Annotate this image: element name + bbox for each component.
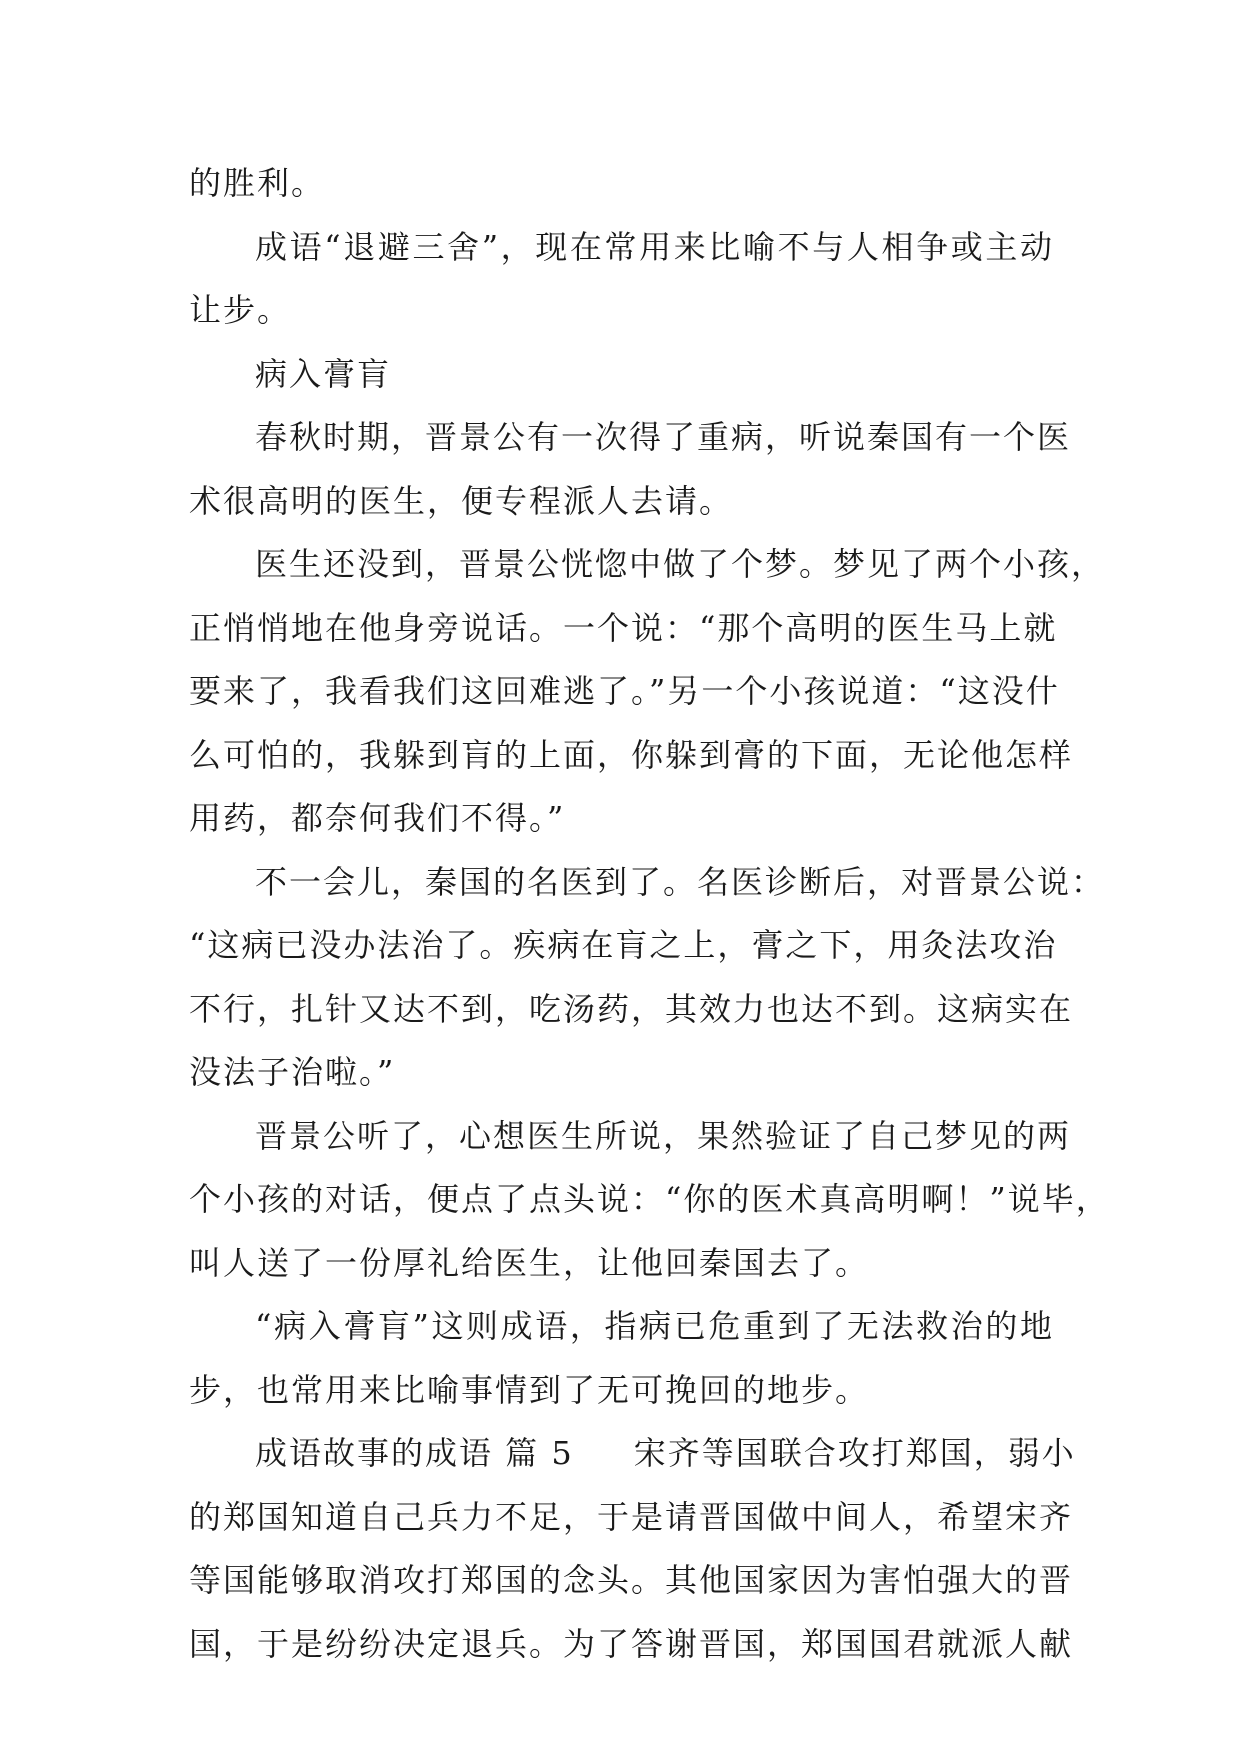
text-line-continuation: 宋齐等国联合攻打郑国，弱小 (633, 1434, 1076, 1472)
text-line: 让步。 (189, 291, 292, 329)
text-line: 要来了，我看我们这回难逃了。”另一个小孩说道：“这没什 (189, 672, 1060, 710)
text-line: 叫人送了一份厚礼给医生，让他回秦国去了。 (189, 1243, 870, 1282)
text-line: 等国能够取消攻打郑国的念头。其他国家因为害怕强大的晋 (189, 1561, 1074, 1599)
text-line: 用药，都奈何我们不得。” (189, 799, 566, 837)
text-line: 国，于是纷纷决定退兵。为了答谢晋国，郑国国君就派人献 (189, 1624, 1074, 1663)
text-line (189, 1422, 1076, 1486)
text-line: 个小孩的对话，便点了点头说：“你的医术真高明啊！”说毕， (189, 1180, 1110, 1218)
text-line: “这病已没办法治了。疾病在肓之上，膏之下，用灸法攻治 (189, 926, 1058, 964)
text-line: 术很高明的医生，便专程派人去请。 (189, 481, 734, 520)
section-heading: 成语故事的成语 篇 5 (255, 1434, 574, 1472)
text-line: 成语“退避三舍”，现在常用来比喻不与人相争或主动 (255, 227, 1054, 266)
text-line: 的郑国知道自己兵力不足，于是请晋国做中间人，希望宋齐 (189, 1497, 1074, 1536)
text-line: 正悄悄地在他身旁说话。一个说：“那个高明的医生马上就 (189, 608, 1058, 647)
text-line: “病入膏肓”这则成语，指病已危重到了无法救治的地 (255, 1307, 1054, 1345)
text-line: 的胜利。 (189, 164, 326, 202)
text-line: 不行，扎针又达不到，吃汤药，其效力也达不到。这病实在 (189, 989, 1074, 1028)
text-line: 没法子治啦。” (189, 1053, 396, 1091)
text-line: 不一会儿，秦国的名医到了。名医诊断后，对晋景公说： (255, 862, 1106, 901)
text-line: 医生还没到，晋景公恍惚中做了个梦。梦见了两个小孩， (255, 545, 1106, 583)
text-line: 么可怕的，我躲到肓的上面，你躲到膏的下面，无论他怎样 (189, 735, 1074, 774)
text-line: 晋景公听了，心想医生所说，果然验证了自己梦见的两 (255, 1116, 1072, 1155)
text-line: 春秋时期，晋景公有一次得了重病，听说秦国有一个医 (255, 418, 1072, 456)
story-title: 病入膏肓 (255, 354, 392, 393)
text-line: 步，也常用来比喻事情到了无可挽回的地步。 (189, 1370, 870, 1409)
document-body (189, 152, 1110, 1676)
